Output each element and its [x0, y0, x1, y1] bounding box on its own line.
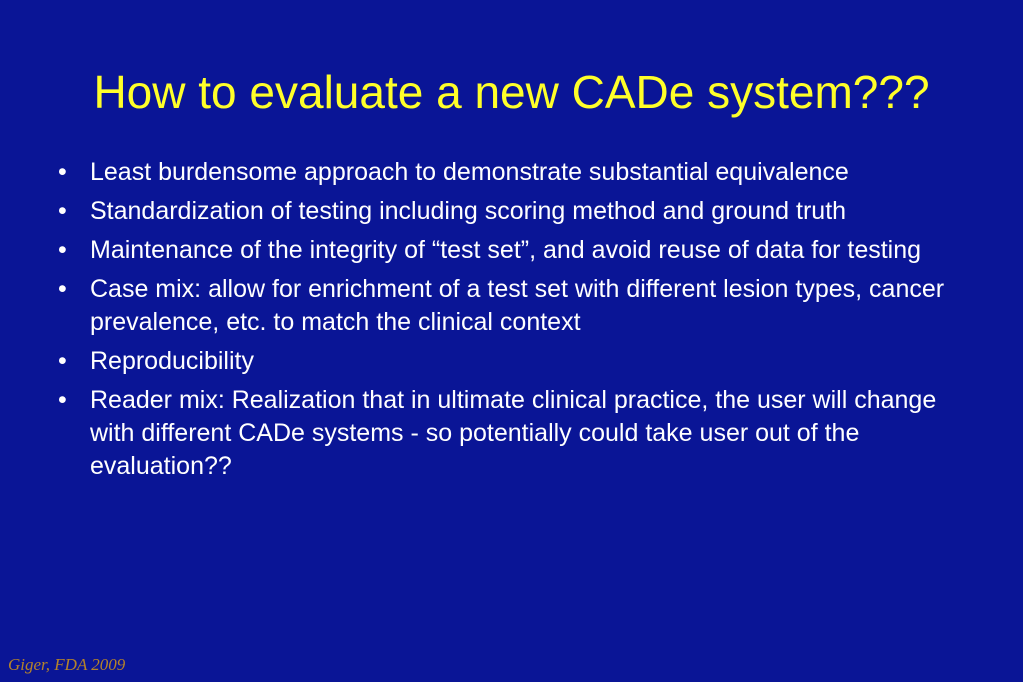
bullet-marker: • [58, 236, 67, 264]
slide-title: How to evaluate a new CADe system??? [93, 66, 930, 118]
bullet-marker: • [58, 158, 67, 186]
bullet-marker: • [58, 347, 67, 375]
bullet-text: Standardization of testing including scoring method and ground truth [90, 197, 847, 225]
bullet-text: Maintenance of the integrity of “test set”, and avoid reuse of data for testing [90, 236, 922, 264]
bullet-text: Reader mix: Realization that in ultimate clinical practice, the user will change with different CADe systems - so potentially could take user out of the evaluation?? [90, 386, 937, 480]
bullet-marker: • [58, 197, 67, 225]
bullet-item [58, 195, 958, 228]
bullet-marker: • [58, 386, 67, 414]
bullet-item [58, 345, 958, 378]
bullet-text: Reproducibility [90, 347, 254, 375]
bullet-item [58, 384, 958, 483]
bullet-marker: • [58, 275, 67, 303]
bullet-text: Case mix: allow for enrichment of a test set with different lesion types, cancer prevalence, etc. to match the clinical context [90, 275, 945, 336]
bullet-item [58, 273, 958, 339]
bullet-text: Least burdensome approach to demonstrate substantial equivalence [90, 158, 849, 186]
bullet-list [58, 156, 958, 489]
footer-citation: Giger, FDA 2009 [8, 655, 126, 674]
bullet-item [58, 234, 958, 267]
bullet-item [58, 156, 958, 189]
